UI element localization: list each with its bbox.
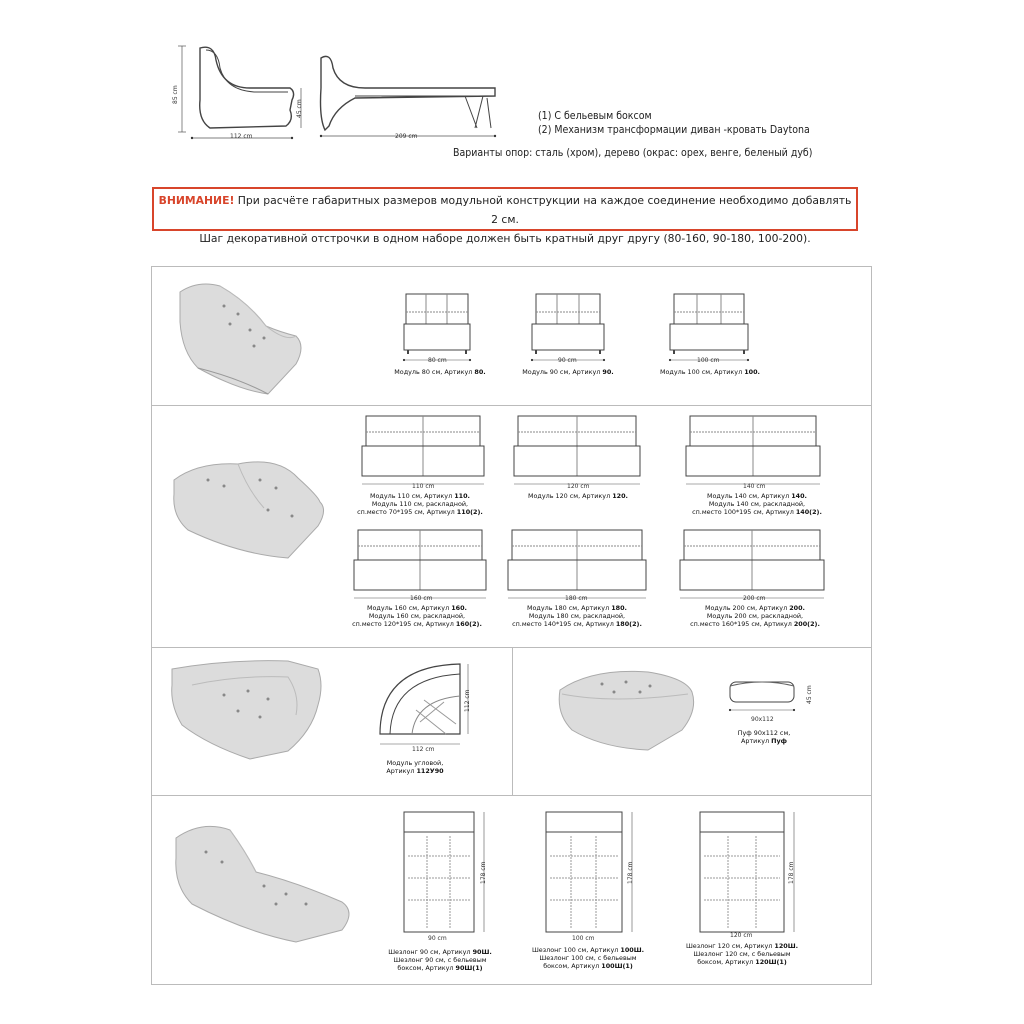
module-180-caption: Модуль 180 см, Артикул 180. Модуль 180 см, раскладной, сп.место 140*195 см, Артикул 180(2). bbox=[512, 604, 642, 628]
module-90-caption: Модуль 90 см, Артикул 90. bbox=[522, 368, 614, 376]
module-110-drawing bbox=[360, 412, 490, 488]
module-80-caption: Модуль 80 см, Артикул 80. bbox=[394, 368, 486, 376]
module-200-caption: Модуль 200 см, Артикул 200. Модуль 200 см, раскладной, сп.место 160*195 см, Артикул 200(2). bbox=[690, 604, 820, 628]
chaise-100-width-dim: 100 cm bbox=[572, 935, 595, 942]
chaise-90-width-dim: 90 cm bbox=[428, 935, 447, 942]
warning-label: ВНИМАНИЕ! bbox=[158, 194, 235, 207]
two-seat-module-photo bbox=[168, 450, 338, 580]
pouf-photo bbox=[552, 660, 702, 760]
armless-module-photo bbox=[168, 272, 318, 402]
pouf-caption: Пуф 90x112 см, Артикул Пуф bbox=[737, 729, 791, 745]
module-200-dim: 200 cm bbox=[743, 595, 766, 602]
module-160-dim: 160 cm bbox=[410, 595, 433, 602]
pouf-width-dim: 90x112 bbox=[751, 716, 774, 723]
chaise-120-width-dim: 120 cm bbox=[730, 932, 753, 939]
depth-112-label: 112 cm bbox=[230, 133, 253, 140]
module-140-drawing bbox=[684, 412, 824, 488]
warning-line-2: Шаг декоративной отстрочки в одном наборе должен быть кратный друг другу (80-160, 90-180, 100-200). bbox=[199, 232, 811, 245]
warning-line-1: При расчёте габаритных размеров модульной конструкции на каждое соединение необходимо добавлять 2 см. bbox=[234, 194, 852, 226]
module-180-dim: 180 cm bbox=[565, 595, 588, 602]
depth-209-label: 209 cm bbox=[395, 133, 418, 140]
chaise-100-caption: Шезлонг 100 см, Артикул 100Ш. Шезлонг 100 см, с бельевым боксом, Артикул 100Ш(1) bbox=[531, 946, 645, 970]
module-160-caption: Модуль 160 см, Артикул 160. Модуль 160 см, раскладной, сп.место 120*195 см, Артикул 160(2). bbox=[352, 604, 482, 628]
chaise-90-caption: Шезлонг 90 см, Артикул 90Ш. Шезлонг 90 см, с бельевым боксом, Артикул 90Ш(1) bbox=[388, 948, 492, 972]
warning-box bbox=[152, 187, 858, 245]
module-100-dim: 100 cm bbox=[697, 357, 720, 364]
module-80-dim: 80 cm bbox=[428, 357, 447, 364]
corner-module-photo bbox=[168, 655, 328, 767]
height-85-label: 85 cm bbox=[172, 85, 179, 104]
module-120-dim: 120 cm bbox=[567, 483, 590, 490]
supports-options: Варианты опор: сталь (хром), дерево (окрас: орех, венге, беленый дуб) bbox=[453, 147, 813, 159]
legend-item-1: (1) С бельевым боксом bbox=[538, 110, 652, 122]
chaise-100-length-dim: 178 cm bbox=[627, 861, 634, 884]
corner-caption: Модуль угловой, Артикул 112У90 bbox=[386, 759, 444, 775]
module-90-dim: 90 cm bbox=[558, 357, 577, 364]
chaise-90-length-dim: 178 cm bbox=[480, 861, 487, 884]
chaise-120-caption: Шезлонг 120 см, Артикул 120Ш. Шезлонг 120 см, с бельевым боксом, Артикул 120Ш(1) bbox=[685, 942, 799, 966]
legend-item-2: (2) Механизм трансформации диван -кровать Daytona bbox=[538, 124, 810, 136]
module-140-dim: 140 cm bbox=[743, 483, 766, 490]
chaise-photo bbox=[166, 812, 366, 952]
module-180-drawing bbox=[506, 526, 650, 602]
pouf-height-dim: 45 cm bbox=[806, 685, 813, 704]
module-110-dim: 110 cm bbox=[412, 483, 435, 490]
module-200-drawing bbox=[678, 526, 828, 602]
height-45-label: 45 cm bbox=[296, 99, 303, 118]
pouf-drawing bbox=[724, 676, 804, 716]
module-120-drawing bbox=[512, 412, 646, 488]
module-110-caption: Модуль 110 см, Артикул 110. Модуль 110 см, раскладной, сп.место 70*195 см, Артикул 110(2). bbox=[357, 492, 483, 516]
module-120-caption: Модуль 120 см, Артикул 120. bbox=[528, 492, 628, 500]
module-100-caption: Модуль 100 см, Артикул 100. bbox=[660, 368, 760, 376]
corner-depth-dim: 112 cm bbox=[464, 689, 471, 712]
chaise-120-length-dim: 178 cm bbox=[788, 861, 795, 884]
module-160-drawing bbox=[352, 526, 490, 602]
module-140-caption: Модуль 140 см, Артикул 140. Модуль 140 см, раскладной, сп.место 100*195 см, Артикул 140(2). bbox=[692, 492, 822, 516]
corner-module-drawing bbox=[376, 660, 476, 750]
corner-width-dim: 112 cm bbox=[412, 746, 435, 753]
